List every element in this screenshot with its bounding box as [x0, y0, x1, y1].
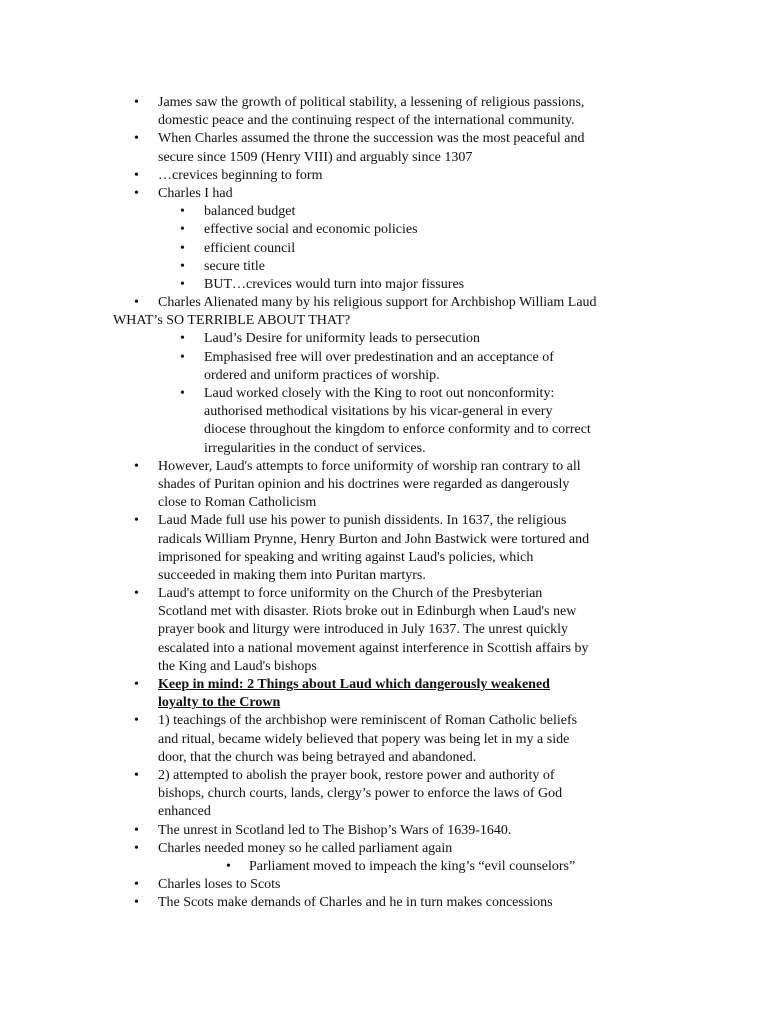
bullet-item: [0, 349, 768, 367]
bullet-item: [0, 221, 768, 239]
line-text: and ritual, became widely believed that popery was being let in my a side: [158, 731, 570, 747]
line-text: The unrest in Scotland led to The Bishop’s Wars of 1639-1640.: [158, 822, 512, 838]
text-line: [0, 567, 768, 585]
line-text: 1) teachings of the archbishop were reminiscent of Roman Catholic beliefs: [158, 713, 578, 729]
line-text: James saw the growth of political stability, a lessening of religious passions,: [158, 95, 585, 110]
bullet-icon: •: [134, 877, 139, 893]
line-text: Charles loses to Scots: [158, 877, 281, 893]
bullet-item: [0, 385, 768, 403]
bullet-item: [0, 512, 768, 530]
bullet-icon: •: [134, 840, 139, 856]
line-text: Laud’s Desire for uniformity leads to persecution: [204, 331, 481, 347]
emphasis-text: loyalty to the Crown: [158, 695, 281, 711]
bullet-icon: •: [134, 713, 139, 729]
bullet-icon: •: [180, 276, 185, 292]
bullet-item: [0, 258, 768, 276]
document-body: [0, 94, 768, 912]
bullet-icon: •: [134, 822, 139, 838]
line-text: Charles Alienated many by his religious support for Archbishop William Laud: [158, 295, 597, 311]
bullet-item: [0, 767, 768, 785]
bullet-item: [0, 676, 768, 694]
bullet-item: [0, 840, 768, 858]
text-line: [0, 367, 768, 385]
line-text: domestic peace and the continuing respect of the international community.: [158, 113, 575, 129]
line-text: succeeded in making them into Puritan martyrs.: [158, 567, 426, 583]
bullet-icon: •: [180, 331, 185, 347]
text-line: [0, 803, 768, 821]
text-line: [0, 403, 768, 421]
text-line: [0, 621, 768, 639]
line-text: efficient council: [204, 240, 296, 256]
line-text: 2) attempted to abolish the prayer book, restore power and authority of: [158, 767, 555, 783]
bullet-item: [0, 876, 768, 894]
text-line: [0, 640, 768, 658]
line-text: shades of Puritan opinion and his doctrines were regarded as dangerously: [158, 476, 570, 492]
line-text: The Scots make demands of Charles and he in turn makes concessions: [158, 895, 553, 911]
bullet-item: [0, 185, 768, 203]
bullet-icon: •: [134, 677, 139, 692]
line-text: Laud Made full use his power to punish dissidents. In 1637, the religious: [158, 513, 567, 529]
line-text: When Charles assumed the throne the succession was the most peaceful and: [158, 131, 585, 147]
line-text: However, Laud's attempts to force uniformity of worship ran contrary to all: [158, 458, 581, 474]
bullet-icon: •: [180, 204, 185, 220]
line-text: radicals William Prynne, Henry Burton and John Bastwick were tortured and: [158, 531, 590, 547]
emphasis-text: Keep in mind: 2 Things about Laud which dangerously weakened: [158, 677, 550, 692]
text-line: [0, 531, 768, 549]
line-text: ordered and uniform practices of worship.: [204, 367, 440, 383]
line-text: Charles I had: [158, 185, 233, 201]
line-text: irregularities in the conduct of services.: [204, 440, 426, 456]
bullet-item: [0, 894, 768, 912]
line-text: secure title: [204, 258, 266, 274]
text-line: [0, 440, 768, 458]
bullet-icon: •: [134, 513, 139, 529]
text-line: [0, 476, 768, 494]
line-text: secure since 1509 (Henry VIII) and arguably since 1307: [158, 149, 473, 165]
text-line: [0, 785, 768, 803]
bullet-item: [0, 712, 768, 730]
line-text: escalated into a national movement against interference in Scottish affairs by: [158, 640, 589, 656]
bullet-icon: •: [134, 95, 139, 110]
bullet-item: [0, 858, 768, 876]
line-text: Laud's attempt to force uniformity on the Church of the Presbyterian: [158, 586, 543, 602]
line-text: prayer book and liturgy were introduced in July 1637. The unrest quickly: [158, 622, 569, 638]
bullet-icon: •: [226, 858, 231, 874]
text-line: [0, 149, 768, 167]
bullet-item: [0, 167, 768, 185]
bullet-icon: •: [134, 185, 139, 201]
line-text: bishops, church courts, lands, clergy’s power to enforce the laws of God: [158, 786, 563, 802]
bullet-icon: •: [134, 295, 139, 311]
bullet-icon: •: [134, 586, 139, 602]
line-text: enhanced: [158, 804, 211, 820]
bullet-item: [0, 130, 768, 148]
bullet-icon: •: [180, 222, 185, 238]
line-text: …crevices beginning to form: [158, 167, 323, 183]
bullet-item: [0, 240, 768, 258]
bullet-item: [0, 822, 768, 840]
bullet-item: [0, 294, 768, 312]
line-text: balanced budget: [204, 204, 296, 220]
bullet-item: [0, 94, 768, 112]
line-text: imprisoned for speaking and writing against Laud's policies, which: [158, 549, 534, 565]
line-text: Emphasised free will over predestination and an acceptance of: [204, 349, 554, 365]
bullet-item: [0, 203, 768, 221]
line-text: Laud worked closely with the King to root out nonconformity:: [204, 386, 555, 401]
text-line: [0, 694, 768, 712]
line-text: the King and Laud's bishops: [158, 658, 317, 674]
text-line: [0, 749, 768, 767]
text-line: [0, 603, 768, 621]
bullet-icon: •: [134, 167, 139, 183]
text-line: [0, 312, 768, 330]
line-text: diocese throughout the kingdom to enforce conformity and to correct: [204, 422, 591, 438]
bullet-icon: •: [134, 131, 139, 147]
text-line: [0, 658, 768, 676]
text-line: [0, 112, 768, 130]
line-text: Scotland met with disaster. Riots broke out in Edinburgh when Laud's new: [158, 604, 577, 620]
line-text: close to Roman Catholicism: [158, 495, 317, 511]
text-line: [0, 494, 768, 512]
line-text: WHAT’s SO TERRIBLE ABOUT THAT?: [113, 313, 351, 329]
bullet-item: [0, 585, 768, 603]
line-text: authorised methodical visitations by his vicar-general in every: [204, 404, 553, 420]
bullet-icon: •: [180, 258, 185, 274]
bullet-icon: •: [180, 386, 185, 401]
bullet-item: [0, 330, 768, 348]
line-text: effective social and economic policies: [204, 222, 418, 238]
bullet-item: [0, 276, 768, 294]
line-text: BUT…crevices would turn into major fissures: [204, 276, 465, 292]
bullet-icon: •: [134, 767, 139, 783]
text-line: [0, 421, 768, 439]
line-text: Parliament moved to impeach the king’s “evil counselors”: [249, 858, 576, 874]
bullet-item: [0, 458, 768, 476]
text-line: [0, 549, 768, 567]
line-text: Charles needed money so he called parliament again: [158, 840, 453, 856]
bullet-icon: •: [134, 895, 139, 911]
text-line: [0, 731, 768, 749]
bullet-icon: •: [134, 458, 139, 474]
bullet-icon: •: [180, 349, 185, 365]
bullet-icon: •: [180, 240, 185, 256]
line-text: door, that the church was being betrayed and abandoned.: [158, 749, 477, 765]
